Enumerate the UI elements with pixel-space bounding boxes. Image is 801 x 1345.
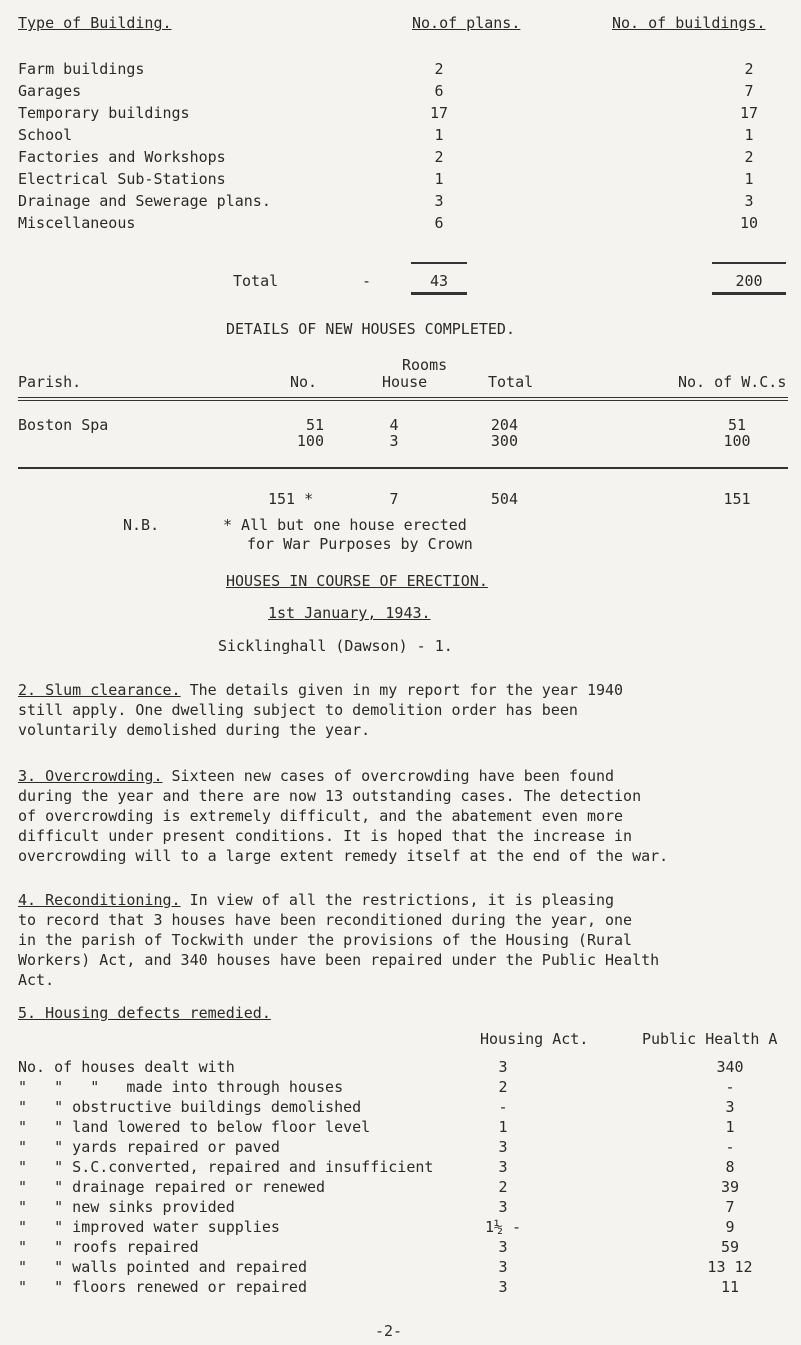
building-type: Factories and Workshops bbox=[18, 148, 226, 166]
section-slum-clearance bbox=[18, 680, 788, 740]
slum-line: voluntarily demolished during the year. bbox=[18, 721, 371, 739]
row-house: 3 bbox=[389, 432, 399, 450]
building-type: School bbox=[18, 126, 73, 144]
public-health-value: - bbox=[725, 1138, 735, 1156]
housing-act-value: 3 bbox=[498, 1278, 508, 1296]
totals-no: 151 * bbox=[268, 490, 314, 508]
col-public-health: Public Health A bbox=[642, 1030, 778, 1048]
slum-line: still apply. One dwelling subject to demolition order has been bbox=[18, 701, 578, 719]
housing-act-value: 1 bbox=[498, 1118, 508, 1136]
plans-count: 2 bbox=[434, 60, 444, 78]
public-health-value: 8 bbox=[725, 1158, 735, 1176]
housing-act-value: 3 bbox=[498, 1138, 508, 1156]
buildings-count: 3 bbox=[744, 192, 754, 210]
total-buildings: 200 bbox=[735, 272, 763, 290]
row-no: 100 bbox=[296, 432, 324, 450]
building-type: Drainage and Sewerage plans. bbox=[18, 192, 271, 210]
col-house: House bbox=[382, 373, 428, 391]
overcrowding-line: Sixteen new cases of overcrowding have been found bbox=[162, 767, 615, 785]
overcrowding-line: of overcrowding is extremely difficult, and the abatement even more bbox=[18, 807, 624, 825]
buildings-count: 17 bbox=[739, 104, 759, 122]
buildings-count: 2 bbox=[744, 60, 754, 78]
row-no: 51 bbox=[305, 416, 324, 434]
public-health-value: - bbox=[725, 1078, 735, 1096]
public-health-value: 1 bbox=[725, 1118, 735, 1136]
total-dash: - bbox=[362, 272, 372, 290]
overcrowding-line: difficult under present conditions. It is hoped that the increase in bbox=[18, 827, 633, 845]
col-header-type: Type of Building. bbox=[18, 14, 172, 32]
housing-act-value: 3 bbox=[498, 1258, 508, 1276]
page-number: -2- bbox=[375, 1322, 403, 1340]
public-health-value: 59 bbox=[720, 1238, 740, 1256]
housing-act-value: 3 bbox=[498, 1238, 508, 1256]
buildings-count: 1 bbox=[744, 170, 754, 188]
public-health-value: 7 bbox=[725, 1198, 735, 1216]
section-reconditioning bbox=[18, 890, 788, 990]
reconditioning-heading: 4. Reconditioning. bbox=[18, 891, 181, 909]
note-label: N.B. bbox=[123, 516, 160, 534]
col-parish: Parish. bbox=[18, 373, 82, 391]
defect-label: " " yards repaired or paved bbox=[18, 1138, 280, 1156]
plans-count: 6 bbox=[434, 214, 444, 232]
public-health-value: 39 bbox=[720, 1178, 740, 1196]
total-plans: 43 bbox=[429, 272, 449, 290]
row-house: 4 bbox=[389, 416, 399, 434]
erection-line: Sicklinghall (Dawson) - 1. bbox=[218, 637, 453, 655]
col-wc: No. of W.C.s bbox=[678, 373, 787, 391]
plans-count: 3 bbox=[434, 192, 444, 210]
defect-label: " " walls pointed and repaired bbox=[18, 1258, 307, 1276]
overcrowding-heading: 3. Overcrowding. bbox=[18, 767, 163, 785]
housing-act-value: 3 bbox=[498, 1198, 508, 1216]
erection-title: HOUSES IN COURSE OF ERECTION. bbox=[226, 572, 488, 590]
housing-act-value: 3 bbox=[498, 1158, 508, 1176]
buildings-count: 1 bbox=[744, 126, 754, 144]
reconditioning-line: to record that 3 houses have been reconditioned during the year, one bbox=[18, 911, 633, 929]
building-type: Garages bbox=[18, 82, 82, 100]
reconditioning-line: Workers) Act, and 340 houses have been repaired under the Public Health bbox=[18, 951, 660, 969]
housing-act-value: - bbox=[498, 1098, 508, 1116]
plans-count: 1 bbox=[434, 126, 444, 144]
defect-label: " " improved water supplies bbox=[18, 1218, 280, 1236]
building-type: Farm buildings bbox=[18, 60, 145, 78]
row-wc: 100 bbox=[723, 432, 751, 450]
defect-label: No. of houses dealt with bbox=[18, 1058, 235, 1076]
totals-wc: 151 bbox=[723, 490, 751, 508]
row-total: 300 bbox=[490, 432, 518, 450]
plans-count: 1 bbox=[434, 170, 444, 188]
plans-count: 2 bbox=[434, 148, 444, 166]
defect-label: " " roofs repaired bbox=[18, 1238, 199, 1256]
defect-label: " " land lowered to below floor level bbox=[18, 1118, 371, 1136]
building-type: Temporary buildings bbox=[18, 104, 190, 122]
row-total: 204 bbox=[490, 416, 518, 434]
row-wc: 51 bbox=[727, 416, 747, 434]
defect-label: " " floors renewed or repaired bbox=[18, 1278, 307, 1296]
defect-label: " " new sinks provided bbox=[18, 1198, 235, 1216]
slum-line: The details given in my report for the year 1940 bbox=[180, 681, 624, 699]
parish-name: Boston Spa bbox=[18, 416, 109, 434]
totals-house: 7 bbox=[389, 490, 399, 508]
col-total: Total bbox=[488, 373, 534, 391]
new-houses-title: DETAILS OF NEW HOUSES COMPLETED. bbox=[226, 320, 515, 338]
plans-count: 6 bbox=[434, 82, 444, 100]
total-label: Total bbox=[233, 272, 279, 290]
public-health-value: 3 bbox=[725, 1098, 735, 1116]
housing-act-value: 2 bbox=[498, 1178, 508, 1196]
buildings-count: 2 bbox=[744, 148, 754, 166]
col-housing-act: Housing Act. bbox=[480, 1030, 589, 1048]
erection-date: 1st January, 1943. bbox=[268, 604, 431, 622]
plans-count: 17 bbox=[429, 104, 449, 122]
defect-label: " " obstructive buildings demolished bbox=[18, 1098, 362, 1116]
overcrowding-line: overcrowding will to a large extent remedy itself at the end of the war. bbox=[18, 847, 669, 865]
note-line2: for War Purposes by Crown bbox=[247, 535, 473, 553]
defect-label: " " " made into through houses bbox=[18, 1078, 344, 1096]
overcrowding-line: during the year and there are now 13 outstanding cases. The detection bbox=[18, 787, 642, 805]
col-header-buildings: No. of buildings. bbox=[612, 14, 766, 32]
reconditioning-line: in the parish of Tockwith under the provisions of the Housing (Rural bbox=[18, 931, 633, 949]
public-health-value: 11 bbox=[720, 1278, 740, 1296]
buildings-count: 7 bbox=[744, 82, 754, 100]
col-header-plans: No.of plans. bbox=[412, 14, 521, 32]
housing-act-value: 3 bbox=[498, 1058, 508, 1076]
housing-act-value: 1½ - bbox=[484, 1218, 522, 1236]
housing-act-value: 2 bbox=[498, 1078, 508, 1096]
reconditioning-line: In view of all the restrictions, it is pleasing bbox=[180, 891, 615, 909]
public-health-value: 13 12 bbox=[707, 1258, 753, 1276]
col-no: No. bbox=[290, 373, 318, 391]
public-health-value: 340 bbox=[716, 1058, 744, 1076]
reconditioning-line: Act. bbox=[18, 971, 55, 989]
defect-label: " " S.C.converted, repaired and insufficient bbox=[18, 1158, 434, 1176]
buildings-count: 10 bbox=[739, 214, 759, 232]
slum-clearance-heading: 2. Slum clearance. bbox=[18, 681, 181, 699]
defects-heading: 5. Housing defects remedied. bbox=[18, 1004, 271, 1022]
totals-total: 504 bbox=[490, 490, 518, 508]
public-health-value: 9 bbox=[725, 1218, 735, 1236]
rooms-label: Rooms bbox=[402, 356, 448, 374]
section-overcrowding bbox=[18, 766, 788, 866]
note-line1: * All but one house erected bbox=[223, 516, 467, 534]
building-type: Miscellaneous bbox=[18, 214, 136, 232]
defect-label: " " drainage repaired or renewed bbox=[18, 1178, 326, 1196]
building-type: Electrical Sub-Stations bbox=[18, 170, 226, 188]
